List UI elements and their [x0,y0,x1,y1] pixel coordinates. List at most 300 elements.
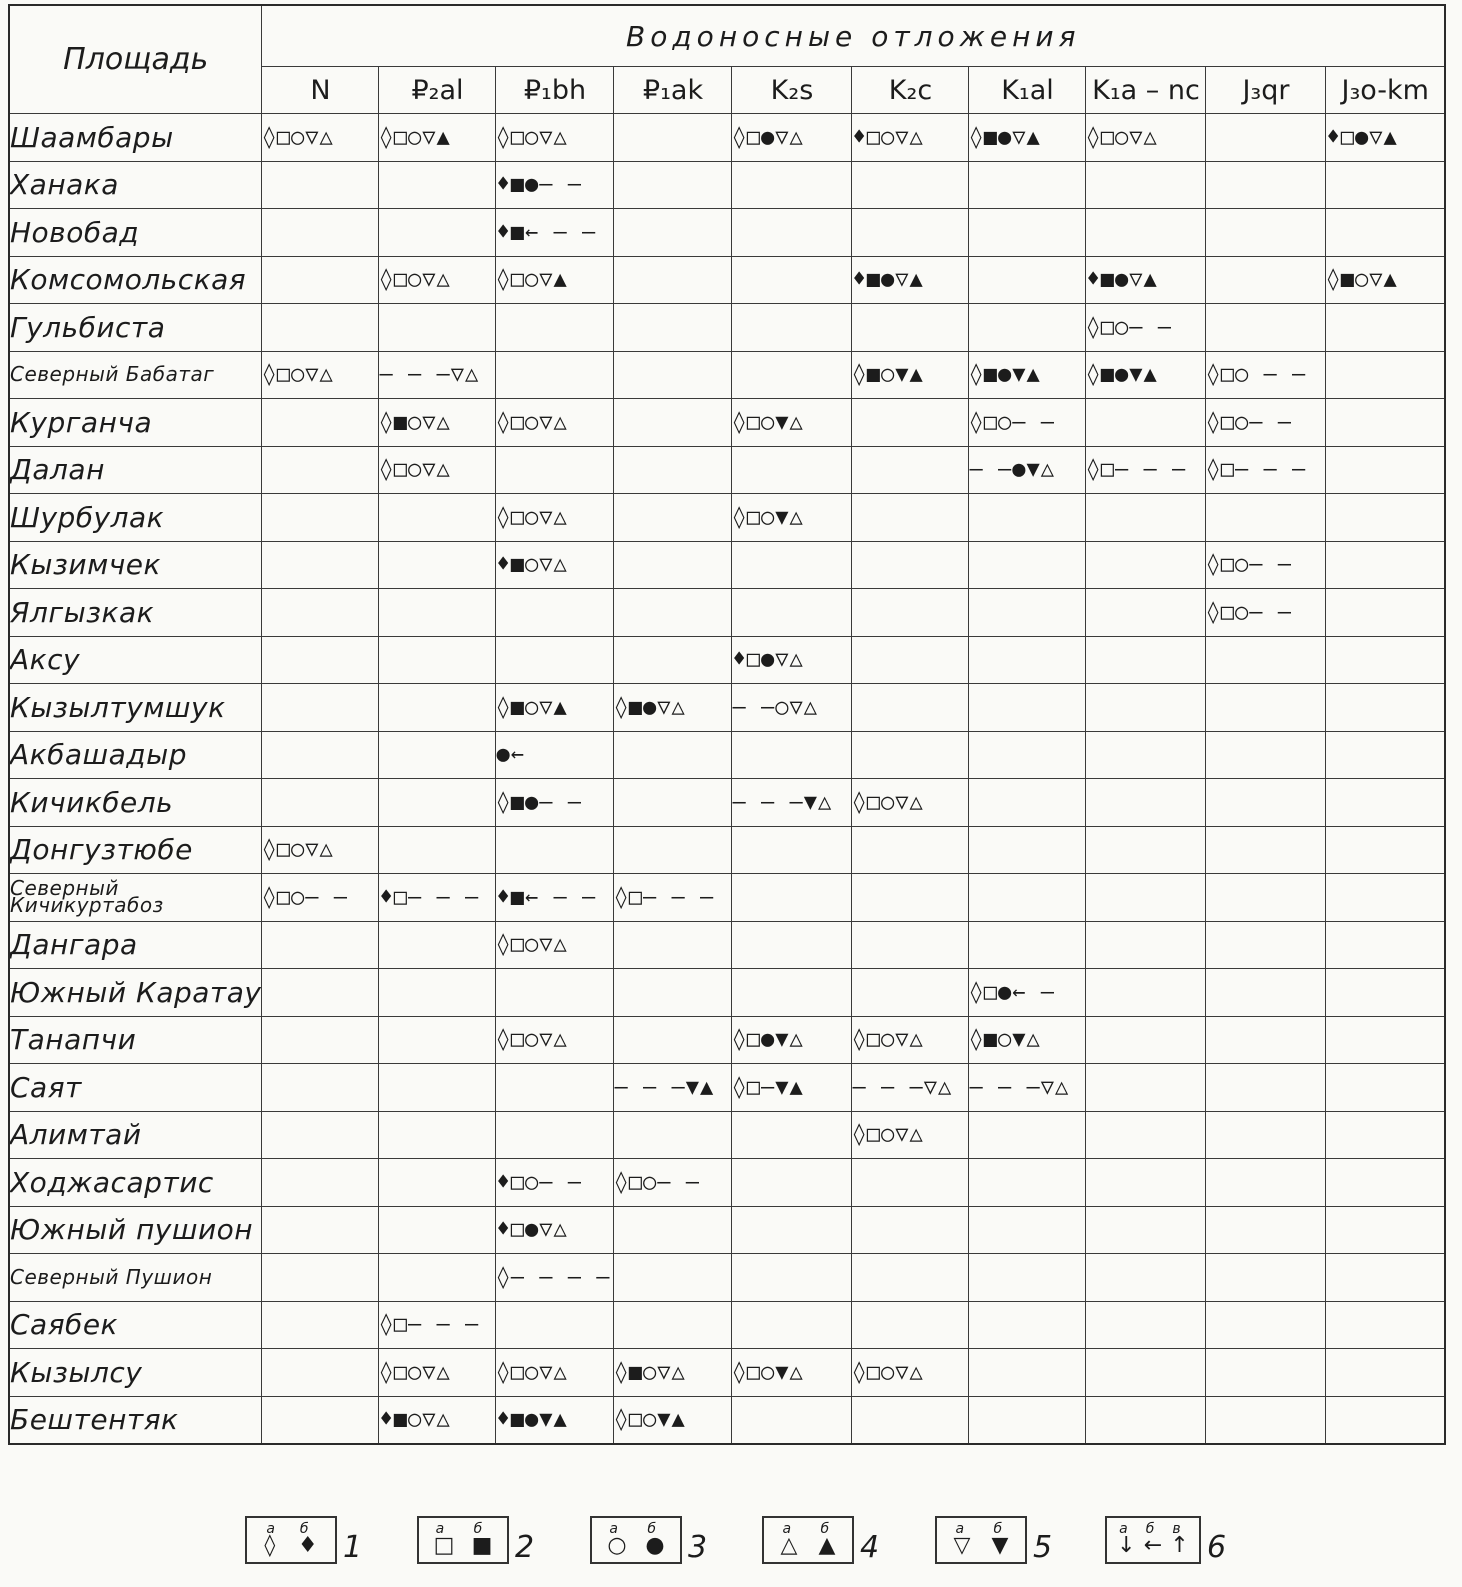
symbol-cell [1206,256,1326,304]
area-name: Кызылсу [9,1349,262,1397]
legend-sub-label: б [647,1520,657,1537]
symbol-cell: ◊■●▽△ [614,684,732,732]
symbol-cell: ◊□○– – [1206,589,1326,637]
symbol-cell: ◊□○▽△ [496,1016,614,1064]
symbol-cell: ♦□○▽△ [852,114,969,162]
symbol-cell [1206,494,1326,542]
symbol-cell [969,731,1086,779]
symbol-cell [1086,969,1206,1017]
symbol-cell [732,1301,852,1349]
legend-symbol: ■ [471,1532,493,1558]
symbol-cell [379,589,496,637]
symbol-cell [969,1254,1086,1302]
symbol-cell [262,921,379,969]
symbol-cell [262,1159,379,1207]
legend-sub-label: в [1172,1520,1181,1537]
symbol-cell [379,636,496,684]
legend-number: 5 [1033,1530,1053,1565]
table-row [9,1301,1445,1349]
symbol-cell [1206,636,1326,684]
legend-number: 2 [515,1530,535,1565]
symbol-cell: ◊□○▽△ [262,351,379,399]
symbol-cell [1206,969,1326,1017]
symbol-cell [852,1254,969,1302]
symbol-cell [732,209,852,257]
symbol-cell [1326,1206,1445,1254]
symbol-cell: ♦■← – – [496,209,614,257]
symbol-cell: – – –▽△ [379,351,496,399]
symbol-cell: ◊□– – – [1086,446,1206,494]
symbol-cell [379,1206,496,1254]
area-name: Саят [9,1064,262,1112]
symbol-cell [262,1111,379,1159]
symbol-cell [262,1349,379,1397]
table-row [9,1111,1445,1159]
symbol-cell: ♦□– – – [379,874,496,922]
area-name: Бештентяк [9,1396,262,1444]
symbol-cell: ◊□– – – [379,1301,496,1349]
symbol-cell: ◊□– – – [1206,446,1326,494]
legend-sub-label: а [435,1520,445,1537]
table-row [9,826,1445,874]
symbol-cell: ♦□●▽▲ [1326,114,1445,162]
symbol-cell [262,256,379,304]
symbol-cell [614,1254,732,1302]
legend-symbol: ◊ [264,1532,276,1558]
legend-symbol: ← [1143,1532,1163,1558]
symbol-cell [1326,826,1445,874]
symbol-cell [1086,1396,1206,1444]
symbol-cell [732,1206,852,1254]
symbol-cell [496,351,614,399]
legend-sub-label: б [993,1520,1003,1537]
symbol-cell [852,446,969,494]
symbol-cell [379,209,496,257]
symbol-cell [1326,1349,1445,1397]
symbol-cell [379,161,496,209]
symbol-cell [732,589,852,637]
symbol-cell: – –○▽△ [732,684,852,732]
table-row [9,779,1445,827]
symbol-cell [614,541,732,589]
symbol-cell: ◊□– – – [614,874,732,922]
legend-symbol: ▽ [953,1532,971,1558]
symbol-cell [1326,589,1445,637]
symbol-cell: ◊□○▽△ [496,399,614,447]
legend-box-3 [590,1516,682,1564]
symbol-cell [1326,1159,1445,1207]
legend-symbol: ♦ [297,1532,318,1558]
area-name: Далан [9,446,262,494]
area-name: Северный Кичикуртабоз [9,874,262,922]
symbol-cell [1086,1111,1206,1159]
symbol-cell [969,1396,1086,1444]
symbol-cell [262,209,379,257]
legend-symbol: ● [645,1532,665,1558]
area-name: Южный пушион [9,1206,262,1254]
area-name: Кичикбель [9,779,262,827]
symbol-cell [1206,114,1326,162]
symbol-cell: ♦■●▼▲ [496,1396,614,1444]
symbol-cell [732,304,852,352]
symbol-cell [1086,921,1206,969]
table-row [9,1159,1445,1207]
symbol-cell [1086,731,1206,779]
symbol-cell: ◊■○▼△ [969,1016,1086,1064]
legend-symbol: ↑ [1170,1532,1189,1558]
symbol-cell [1326,209,1445,257]
legend-sub-label: а [609,1520,618,1537]
symbol-cell [1326,1064,1445,1112]
legend-sub-label: а [782,1520,792,1537]
symbol-cell [969,1159,1086,1207]
symbol-cell: ◊– – – – [496,1254,614,1302]
area-name: Гульбиста [9,304,262,352]
symbol-cell [852,1159,969,1207]
aquifer-deposits-header: Водоносные отложения [262,5,1445,67]
symbol-cell [969,826,1086,874]
symbol-cell: ◊□●▼△ [732,1016,852,1064]
symbol-cell: ◊■○▽△ [379,399,496,447]
legend-symbol: ▼ [991,1532,1009,1558]
symbol-cell [614,779,732,827]
symbol-cell [1326,1016,1445,1064]
symbol-cell: ◊□○▽△ [852,779,969,827]
area-header: Площадь [9,5,262,114]
table-row [9,589,1445,637]
symbol-cell [1086,589,1206,637]
symbol-cell: ◊□○– – [1206,399,1326,447]
column-header: ₽₂al [379,67,496,114]
symbol-cell [732,1254,852,1302]
symbol-cell [969,161,1086,209]
symbol-cell [1206,921,1326,969]
symbol-cell [614,161,732,209]
symbol-cell: ♦■○▽△ [496,541,614,589]
symbol-cell: ♦□●▽△ [496,1206,614,1254]
symbol-cell [1326,446,1445,494]
symbol-cell [262,779,379,827]
symbol-cell [1326,1111,1445,1159]
column-header: K₁a – nc [1086,67,1206,114]
column-header: K₁al [969,67,1086,114]
table-row [9,969,1445,1017]
symbol-cell [262,494,379,542]
symbol-cell [969,1349,1086,1397]
symbol-cell: ◊□○▽△ [379,256,496,304]
area-name: Акбашадыр [9,731,262,779]
symbol-cell [614,1016,732,1064]
symbol-cell [1326,161,1445,209]
table-row [9,1064,1445,1112]
symbol-cell [262,1064,379,1112]
symbol-cell [1206,731,1326,779]
legend-number: 6 [1207,1530,1227,1565]
symbol-cell: ◊■●– – [496,779,614,827]
symbol-cell [262,589,379,637]
legend-symbol: ▲ [818,1532,836,1558]
symbol-cell: ◊□○▽△ [262,114,379,162]
table-row [9,304,1445,352]
column-header: J₃o-km [1326,67,1445,114]
symbol-cell [969,1111,1086,1159]
area-name: Новобад [9,209,262,257]
symbol-cell [379,1016,496,1064]
symbol-cell [1206,684,1326,732]
symbol-cell [1326,304,1445,352]
symbol-cell [262,1254,379,1302]
symbol-cell [262,1301,379,1349]
symbol-cell [1086,1254,1206,1302]
symbol-cell [1206,1064,1326,1112]
symbol-cell: ◊□○– – [1206,541,1326,589]
symbol-cell [1206,874,1326,922]
symbol-cell [496,446,614,494]
symbol-cell [379,494,496,542]
column-header: ₽₁ak [614,67,732,114]
symbol-cell [1326,494,1445,542]
symbol-cell [1086,1301,1206,1349]
symbol-cell: ◊□○▽△ [496,494,614,542]
table-row [9,1396,1445,1444]
symbol-cell [1326,399,1445,447]
symbol-cell [1326,636,1445,684]
symbol-cell: – – –▼▲ [614,1064,732,1112]
legend [0,1508,1462,1578]
symbol-cell: ◊□○▼▲ [614,1396,732,1444]
column-header: ₽₁bh [496,67,614,114]
symbol-cell [852,731,969,779]
symbol-cell [379,921,496,969]
symbol-cell [1086,684,1206,732]
symbol-cell: ◊□○▽△ [496,1349,614,1397]
area-name: Ходжасартис [9,1159,262,1207]
legend-sub-label: а [955,1520,965,1537]
table-row [9,114,1445,162]
symbol-cell [969,684,1086,732]
symbol-cell [1206,1396,1326,1444]
symbol-cell: ♦■← – – [496,874,614,922]
area-name: Дангара [9,921,262,969]
symbol-cell [496,589,614,637]
symbol-cell [732,541,852,589]
symbol-cell: ◊□○– – [614,1159,732,1207]
symbol-cell [852,541,969,589]
symbol-cell [496,636,614,684]
symbol-cell [1206,1301,1326,1349]
symbol-cell [614,1206,732,1254]
symbol-cell [969,779,1086,827]
symbol-cell: ◊■●▼▲ [1086,351,1206,399]
symbol-cell [852,304,969,352]
area-name: Комсомольская [9,256,262,304]
symbol-cell [379,1064,496,1112]
symbol-cell: ◊□●▽△ [732,114,852,162]
symbol-cell [732,969,852,1017]
symbol-cell [1326,1301,1445,1349]
symbol-cell: ◊■○▽▲ [1326,256,1445,304]
symbol-cell [614,969,732,1017]
symbol-cell: ◊□○▽△ [1086,114,1206,162]
column-header: N [262,67,379,114]
legend-box-6 [1105,1516,1201,1564]
legend-symbol: △ [780,1532,798,1558]
area-name: Северный Бабатаг [9,351,262,399]
symbol-cell: ◊□○▽△ [496,114,614,162]
symbol-cell [496,826,614,874]
symbol-cell [732,921,852,969]
symbol-cell [379,779,496,827]
legend-number: 4 [860,1530,880,1565]
symbol-cell [379,541,496,589]
symbol-cell [614,446,732,494]
table-row [9,874,1445,922]
symbol-cell [1086,874,1206,922]
table-row [9,161,1445,209]
symbol-cell [1326,1254,1445,1302]
symbol-cell [614,731,732,779]
table-row [9,684,1445,732]
symbol-cell [732,446,852,494]
legend-box-2 [417,1516,509,1564]
area-name: Донгузтюбе [9,826,262,874]
column-header: K₂c [852,67,969,114]
table-body [9,114,1445,1445]
symbol-cell [852,399,969,447]
table-row [9,1016,1445,1064]
area-name: Танапчи [9,1016,262,1064]
symbol-cell: ◊□○▽△ [496,921,614,969]
symbol-cell [379,304,496,352]
symbol-cell: ◊□○▽▲ [379,114,496,162]
symbol-cell [379,731,496,779]
symbol-cell [496,1064,614,1112]
symbol-cell: – – –▽△ [852,1064,969,1112]
symbol-cell [1326,921,1445,969]
symbol-cell: ◊□○▽△ [379,1349,496,1397]
symbol-cell [732,1396,852,1444]
symbol-cell: ♦□○– – [496,1159,614,1207]
symbol-cell: ♦■●– – [496,161,614,209]
symbol-cell [1326,1396,1445,1444]
symbol-cell [1206,161,1326,209]
symbol-cell: ◊□○ – – [1206,351,1326,399]
symbol-cell [1326,351,1445,399]
area-name: Кызимчек [9,541,262,589]
area-name: Кызылтумшук [9,684,262,732]
symbol-cell [732,826,852,874]
area-name: Ханака [9,161,262,209]
symbol-cell [1086,1206,1206,1254]
symbol-cell [969,589,1086,637]
table-row [9,494,1445,542]
symbol-cell: ◊□○▽▲ [496,256,614,304]
symbol-cell [1086,826,1206,874]
symbol-cell [1206,1206,1326,1254]
symbol-cell [1326,969,1445,1017]
legend-sub-label: б [820,1520,830,1537]
symbol-cell [1206,1349,1326,1397]
legend-sub-label: б [473,1520,483,1537]
symbol-cell [969,494,1086,542]
symbol-cell [614,1111,732,1159]
symbol-cell [1326,874,1445,922]
symbol-cell [262,446,379,494]
legend-box-1 [245,1516,337,1564]
symbol-cell [852,969,969,1017]
symbol-cell [1206,304,1326,352]
symbol-cell [852,921,969,969]
symbol-cell: ◊□○– – [1086,304,1206,352]
symbol-cell [852,209,969,257]
column-header: K₂s [732,67,852,114]
symbol-cell [1086,399,1206,447]
legend-sub-label: а [266,1520,275,1537]
symbol-cell [379,1254,496,1302]
symbol-cell [969,1206,1086,1254]
symbol-cell [262,304,379,352]
symbol-cell [852,161,969,209]
symbol-cell [262,684,379,732]
table-row [9,1349,1445,1397]
symbol-cell [1086,1064,1206,1112]
table-row [9,1206,1445,1254]
symbol-cell [496,1301,614,1349]
symbol-cell [614,589,732,637]
symbol-cell [732,874,852,922]
symbol-cell [379,1111,496,1159]
symbol-cell: ◊□○▽△ [852,1111,969,1159]
symbol-cell [1086,1016,1206,1064]
symbol-cell: ◊□–▼▲ [732,1064,852,1112]
symbol-cell [1206,1016,1326,1064]
symbol-cell [969,304,1086,352]
symbol-cell [732,161,852,209]
symbol-cell [262,541,379,589]
symbol-cell [1206,1159,1326,1207]
legend-number: 1 [343,1530,363,1565]
symbol-cell [614,636,732,684]
symbol-cell: ◊■●▼▲ [969,351,1086,399]
symbol-cell [852,874,969,922]
symbol-cell: ◊□○▽△ [379,446,496,494]
table-row [9,351,1445,399]
symbol-cell [852,636,969,684]
symbol-cell [262,969,379,1017]
symbol-cell [1086,1159,1206,1207]
symbol-cell [1326,779,1445,827]
symbol-cell [852,589,969,637]
symbol-cell [379,826,496,874]
symbol-cell [1086,636,1206,684]
symbol-cell [852,826,969,874]
symbol-cell: ♦■●▽▲ [1086,256,1206,304]
symbol-cell [969,636,1086,684]
table-row [9,636,1445,684]
symbol-cell [262,161,379,209]
symbol-cell [614,494,732,542]
area-name: Аксу [9,636,262,684]
table-row [9,731,1445,779]
symbol-cell: ◊■○▽▲ [496,684,614,732]
symbol-cell: ◊□○– – [969,399,1086,447]
symbol-cell [1326,731,1445,779]
symbol-cell [262,1016,379,1064]
symbol-cell: ◊□○▽△ [852,1349,969,1397]
symbol-cell [1206,826,1326,874]
symbol-cell [969,874,1086,922]
area-name: Саябек [9,1301,262,1349]
